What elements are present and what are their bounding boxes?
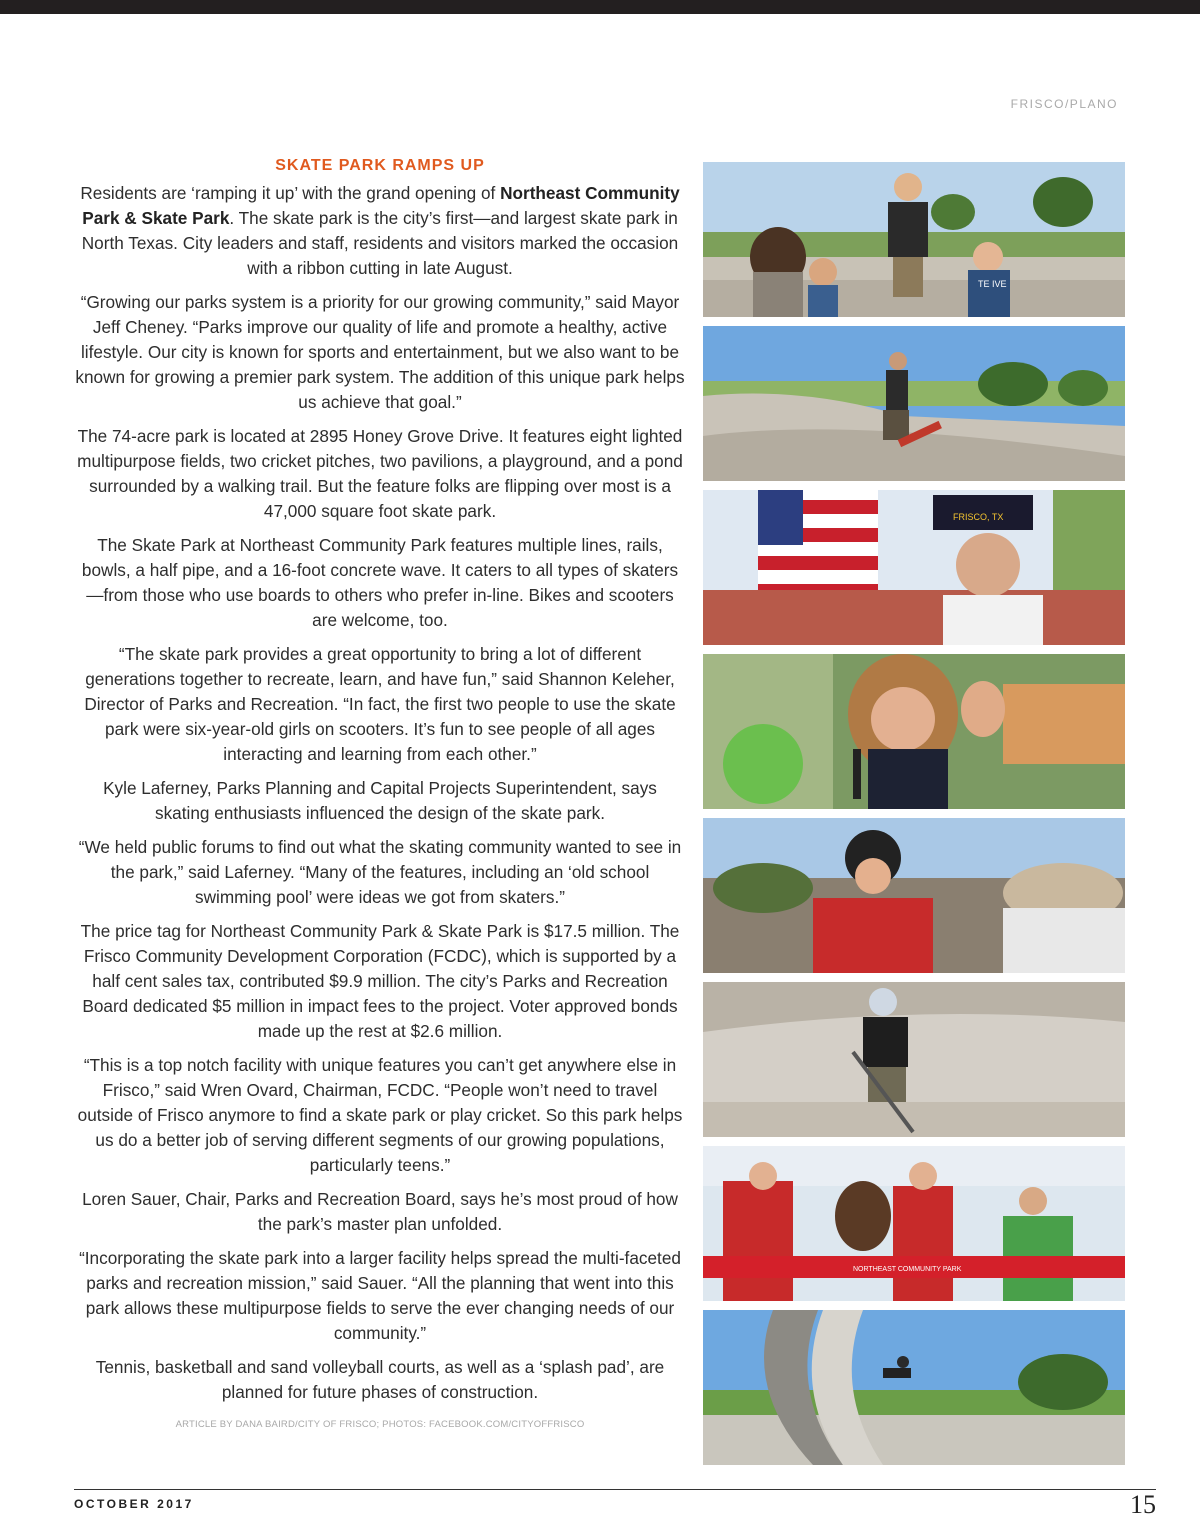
article-paragraph: The Skate Park at Northeast Community Park features multiple lines, rails, bowls, a half pipe, and a 16-foot concrete wave. It caters to all types of skaters—from those who use boards to others who prefer in-line. Bikes and scooters are welcome, too. — [81, 535, 679, 630]
article-paragraph: Loren Sauer, Chair, Parks and Recreation Board, says he’s most proud of how the park’s master plan unfolded. — [82, 1189, 678, 1234]
article-paragraph: “We held public forums to find out what the skating community wanted to see in the park,” said Laferney. “Many of the features, including an ‘old school swimming pool’ were ideas we got from skaters.” — [78, 837, 682, 907]
article-paragraph: “The skate park provides a great opportunity to bring a lot of different generations together to recreate, learn, and have fun,” said Shannon Keleher, Director of Parks and Recreation. “In fact, the first two people to use the skate park were six-year-old girls on scooters. It’s fun to see people of all ages interacting and learning from each other.” — [84, 644, 676, 764]
ribbon-text: NORTHEAST COMMUNITY PARK — [853, 1266, 962, 1273]
article-intro — [74, 181, 686, 281]
intro-text-start: Residents are ‘ramping it up’ with the grand opening of — [80, 183, 501, 203]
shirt-text: TE IVE — [978, 279, 1007, 289]
article-paragraph: “This is a top notch facility with unique features you can’t get anywhere else in Frisco,” said Wren Ovard, Chairman, FCDC. “People won’t need to travel outside of Frisco anymore to find a skate park or play cricket. So this park helps us do a better job of serving different segments of our growing populations, particularly teens.” — [77, 1055, 683, 1175]
photo-concrete-wave — [703, 1310, 1125, 1465]
article-paragraph: “Growing our parks system is a priority for our growing community,” said Mayor Jeff Cheney. “Parks improve our quality of life and promote a healthy, active lifestyle. Our city is known for sports and entertainment, but we also want to be known for growing a premier park system. The addition of this unique park helps us achieve that goal.” — [75, 292, 685, 412]
article-headline: SKATE PARK RAMPS UP — [275, 157, 485, 174]
intro-text-end: . The skate park is the city’s first—and largest skate park in North Texas. City leaders and staff, residents and visitors marked the occasion with a ribbon cutting in late August. — [81, 208, 679, 278]
article-paragraph: The price tag for Northeast Community Park & Skate Park is $17.5 million. The Frisco Community Development Corporation (FCDC), which is supported by a half cent sales tax, contributed $9.9 million. The city’s Parks and Recreation Board dedicated $5 million in impact fees to the project. Voter approved bonds made up the rest at $2.6 million. — [80, 921, 680, 1041]
article-paragraph: Kyle Laferney, Parks Planning and Capital Projects Superintendent, says skating enthusiasts influenced the design of the skate park. — [103, 778, 657, 823]
photo-speaker — [703, 654, 1125, 809]
issue-date: OCTOBER 2017 — [74, 1497, 194, 1511]
article — [74, 157, 686, 1430]
article-paragraph: “Incorporating the skate park into a larger facility helps spread the multi-faceted parks and recreation mission,” said Sauer. “All the planning that went into this park allows these multipurpose fields to serve the ever changing needs of our community.” — [79, 1248, 681, 1343]
section-label: FRISCO/PLANO — [1010, 97, 1118, 111]
cap-text: FRISCO, TX — [953, 512, 1004, 522]
article-paragraph: Tennis, basketball and sand volleyball courts, as well as a ‘splash pad’, are planned for future phases of construction. — [95, 1357, 665, 1402]
photo-family-skatepark — [703, 162, 1125, 317]
photo-kid-scooter — [703, 982, 1125, 1137]
page-number: 15 — [1130, 1490, 1156, 1519]
photo-boy-helmet — [703, 818, 1125, 973]
top-bar — [0, 0, 1200, 14]
photo-column — [703, 162, 1125, 1474]
photo-veterans-flag — [703, 490, 1125, 645]
article-paragraph: The 74-acre park is located at 2895 Honey Grove Drive. It features eight lighted multipurpose fields, two cricket pitches, two pavilions, a playground, and a pond surrounded by a walking trail. But the feature folks are flipping over most is a 47,000 square foot skate park. — [77, 426, 683, 521]
park-name: Northeast Community Park & Skate Park — [82, 183, 680, 228]
photo-credit: ARTICLE BY DANA BAIRD/CITY OF FRISCO; PHOTOS: FACEBOOK.COM/CITYOFFRISCO — [175, 1419, 585, 1430]
photo-ribbon-cutting — [703, 1146, 1125, 1301]
photo-skateboard-trick — [703, 326, 1125, 481]
footer-rule — [74, 1489, 1156, 1490]
